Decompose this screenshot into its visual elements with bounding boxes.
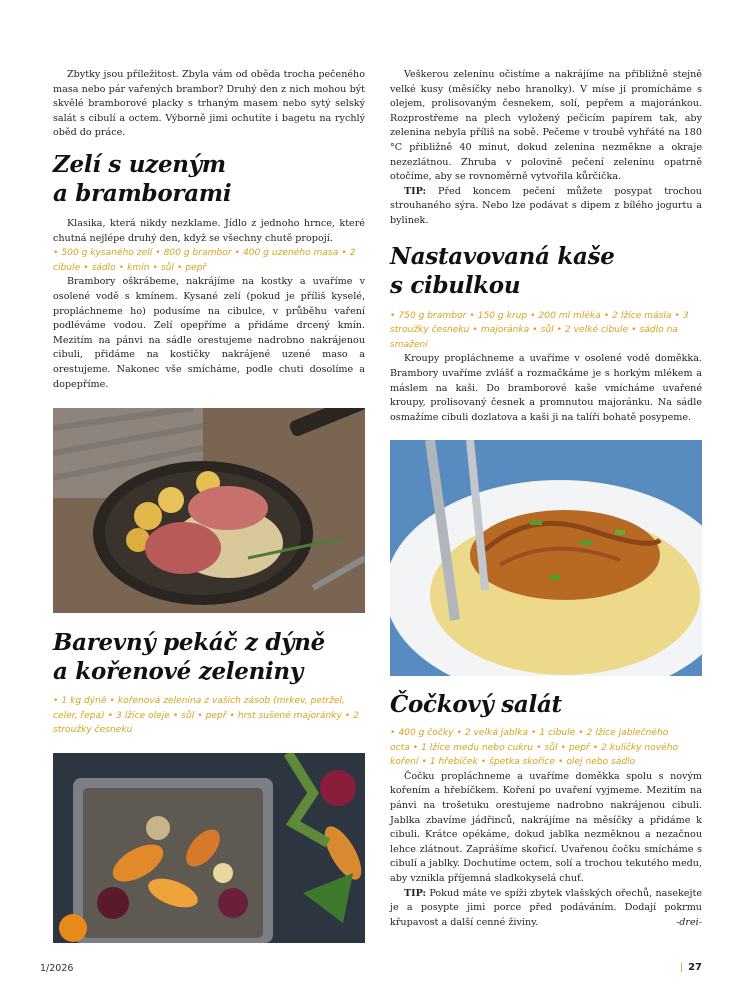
ingredient-item: 1 hřebíček — [429, 757, 478, 768]
recipe-title-zeli — [53, 150, 365, 208]
ingredient-item: sůl — [540, 325, 554, 336]
tip-text: Před koncem pečení můžete posypat trochou strouhaného sýra. Nebo lze podávat s dipem z bílého jogurtu a bylinek. — [390, 185, 702, 226]
bullet-separator: • — [53, 248, 59, 259]
recipe-title-kase — [390, 242, 702, 300]
bullet-separator: • — [229, 710, 235, 721]
ingredient-item: pepř — [205, 710, 227, 721]
bullet-separator: • — [107, 710, 114, 721]
recipe-method-salat: Čočku propláchneme a uvaříme doměkka spolu s novým kořením a hřebíčkem. Koření po uvaření vyjmeme. Mezitím na pánvi na trošetuku orestujeme nadrobno nakrájenou cibuli. Jablka zbavíme jádřinců, nakrájíme na měsíčky a přidáme k cibuli. Krátce opékáme, dokud jablka nezměknou a nezačnou lehce zlátnout. Zaprášíme skořicí. Uvařenou čočku smícháme s cibulí a jablky. Dochutíme octem, solí a trochou tekutého medu, aby vznikla příjemná sladkokyselá chuť. — [390, 770, 702, 884]
photo-mashed-potatoes-onion — [390, 440, 702, 676]
ingredient-item: sůl — [181, 710, 195, 721]
ingredient-item: špetka skořice — [489, 757, 555, 768]
ingredient-item: pepř — [185, 262, 207, 273]
bullet-separator: • — [155, 248, 161, 259]
bullet-separator: • — [456, 728, 462, 738]
page-number — [680, 962, 702, 973]
ingredient-item: majoránka — [480, 325, 530, 336]
title-line: s cibulkou — [390, 271, 521, 299]
recipe-intro: Klasika, která nikdy nezklame. Jídlo z jednoho hrnce, které chutná nejlépe druhý den, když se všechny chutě propojí. — [53, 217, 365, 244]
bullet-separator: • — [341, 248, 347, 259]
tip-label: TIP: — [404, 887, 427, 899]
bullet-separator: • — [152, 262, 158, 273]
bullet-separator: • — [421, 757, 427, 768]
bullet-separator: • — [344, 710, 351, 721]
bullet-separator: • — [118, 262, 125, 273]
bullet-separator: • — [557, 757, 564, 768]
ingredient-item: sádlo — [91, 262, 116, 273]
ingredient-item: hrst sušené majoránky — [237, 710, 342, 721]
recipe-title-pekac — [53, 628, 365, 686]
title-line: a kořenové zeleniny — [53, 658, 303, 685]
bullet-separator: • — [531, 728, 537, 738]
title-line: Zelí s uzeným — [53, 150, 226, 178]
ingredient-item: 400 g uzeného masa — [242, 248, 339, 259]
ingredient-item: pepř — [568, 742, 590, 753]
recipe-method-kase: Kroupy propláchneme a uvaříme v osolené vodě doměkka. Brambory uvaříme zvlášť a rozmačkáme je s horkým mlékem a máslem na kaši. Do bramborové kaše vmícháme uvařené kroupy, prolisovaný česnek a promnutou majoránku. Na sádle osmažíme cibuli dozlatova a kaši ji na talíři bohatě posypeme. — [390, 353, 702, 423]
ingredient-item: 500 g kysaného zelí — [61, 248, 153, 259]
ingredient-item: olej nebo sádlo — [566, 757, 636, 768]
bullet-separator: • — [172, 710, 179, 721]
bullet-separator: • — [469, 310, 475, 321]
tip-salat — [390, 887, 702, 931]
issue-date: 1/2026 — [40, 963, 74, 974]
ingredients-list — [390, 726, 702, 770]
recipe-title-cockovy-salat: Čočkový salát — [390, 691, 562, 718]
bullet-separator: • — [390, 310, 396, 321]
bullet-separator: • — [674, 310, 680, 321]
bullet-separator: • — [83, 262, 89, 273]
ingredient-item: 400 g čočky — [398, 728, 454, 738]
bullet-separator: • — [631, 325, 637, 336]
ingredient-item: 2 kuličky nového koření — [390, 742, 679, 768]
ingredient-item: sádlo na smažení — [390, 325, 678, 350]
ingredient-item: 200 ml mléka — [538, 310, 601, 321]
bullet-separator: • — [536, 742, 542, 753]
ingredient-item: kmín — [127, 262, 150, 273]
bullet-separator: • — [176, 262, 183, 273]
bullet-separator: • — [530, 310, 536, 321]
ingredient-item: 2 lžíce másla — [612, 310, 672, 321]
ingredient-item: kořenová zelenina z vašich zásob (mrkev, petržel, celer, řepa) — [53, 696, 345, 721]
photo-roasted-vegetables — [53, 753, 365, 943]
tip-label: TIP: — [404, 185, 427, 197]
bullet-separator: • — [197, 710, 203, 721]
ingredient-item: 2 stroužky česneku — [53, 710, 360, 736]
ingredient-item: 1 cibule — [539, 728, 576, 738]
left-column — [53, 68, 365, 392]
bullet-separator: • — [560, 742, 566, 753]
ingredient-item: 800 g brambor — [163, 248, 232, 259]
bullet-separator: • — [592, 742, 599, 753]
ingredient-item: 750 g brambor — [398, 310, 467, 321]
bullet-separator: • — [556, 325, 562, 336]
ingredient-item: 3 stroužky česneku — [390, 310, 689, 336]
ingredients-list — [53, 246, 365, 275]
bullet-separator: • — [472, 325, 478, 336]
page-divider: | — [679, 962, 684, 973]
bullet-separator: • — [234, 248, 240, 259]
left-column-lower — [53, 628, 365, 738]
bullet-separator: • — [532, 325, 538, 336]
bullet-separator: • — [109, 696, 115, 706]
ingredient-item: 2 cibule — [53, 248, 356, 273]
bullet-separator: • — [53, 696, 59, 706]
ingredient-item: 150 g krup — [477, 310, 528, 321]
intro-paragraph: Zbytky jsou příležitost. Zbyla vám od oběda trocha pečeného masa nebo pár vařených brambor? Druhý den z nich mohou být skvělé bramborové placky s trhaným masem nebo sytý selský salát s cibulí a octem. Výborně jimi ochutíte i bagetu na rychlý oběd do práce. — [53, 69, 365, 139]
ingredient-item: 2 velká jablka — [464, 728, 529, 738]
title-line: Nastavovaná kaše — [390, 242, 615, 270]
bullet-separator: • — [390, 728, 396, 738]
author-signature: -drei- — [676, 916, 702, 928]
ingredient-item: 2 velké cibule — [565, 325, 629, 336]
title-line: a bramborami — [53, 179, 232, 207]
right-column — [390, 68, 702, 425]
bullet-separator: • — [412, 742, 419, 753]
ingredient-item: 1 kg dýně — [61, 696, 107, 706]
ingredient-item: sůl — [544, 742, 558, 753]
ingredient-item: 3 lžíce oleje — [116, 710, 170, 721]
ingredient-item: sůl — [160, 262, 174, 273]
right-column-lower — [390, 690, 702, 930]
bullet-separator: • — [578, 728, 584, 738]
page-number-text: 27 — [688, 962, 702, 973]
title-line: Barevný pekáč z dýně — [53, 629, 325, 656]
ingredient-item: 1 lžíce medu nebo cukru — [421, 742, 534, 753]
ingredients-list — [390, 309, 702, 353]
photo-cabbage-smoked-meat — [53, 408, 365, 613]
ingredients-list — [53, 694, 365, 738]
bullet-separator: • — [603, 310, 610, 321]
recipe-method-pekac: Veškerou zeleninu očistíme a nakrájíme na přibližně stejně velké kusy (měsíčky nebo hranolky). V míse ji promícháme s olejem, prolisovaným česnekem, solí, pepřem a majoránkou. Rozprostřeme na plech vyložený pečicím papírem tak, aby zelenina nebyla příliš na sobě. Pečeme v troubě vyhřáté na 180 °C přibližně 40 minut, dokud zelenina nezměkne a okraje nezezlátnou. Zhruba v polovině pečení zeleninu opatrně otočíme, aby se rovnoměrně vytvořila kůrčička. — [390, 69, 702, 183]
ingredient-item: 2 lžíce jablečného octa — [390, 728, 669, 753]
tip-text: Pokud máte ve spíži zbytek vlašských ořechů, nasekejte je a posypte jimi porce před podáváním. Dodají pokrmu křupavost a další cenné živiny. — [390, 887, 702, 928]
tip-pekac — [390, 185, 702, 229]
bullet-separator: • — [480, 757, 487, 768]
recipe-method: Brambory oškrábeme, nakrájíme na kostky a uvaříme v osolené vodě s kmínem. Kysané zelí (pokud je příliš kyselé, propláchneme ho) podusíme na cibulce, v průběhu vaření podléváme vodou. Zelí opepříme a přidáme drcený kmín. Mezitím na pánvi na sádle orestujeme nadrobno nakrájenou cibuli, přidáme na kostičky nakrájené uzené maso a orestujeme. Nakonec vše smícháme, podle chuti dosolíme a dopepříme. — [53, 276, 365, 390]
